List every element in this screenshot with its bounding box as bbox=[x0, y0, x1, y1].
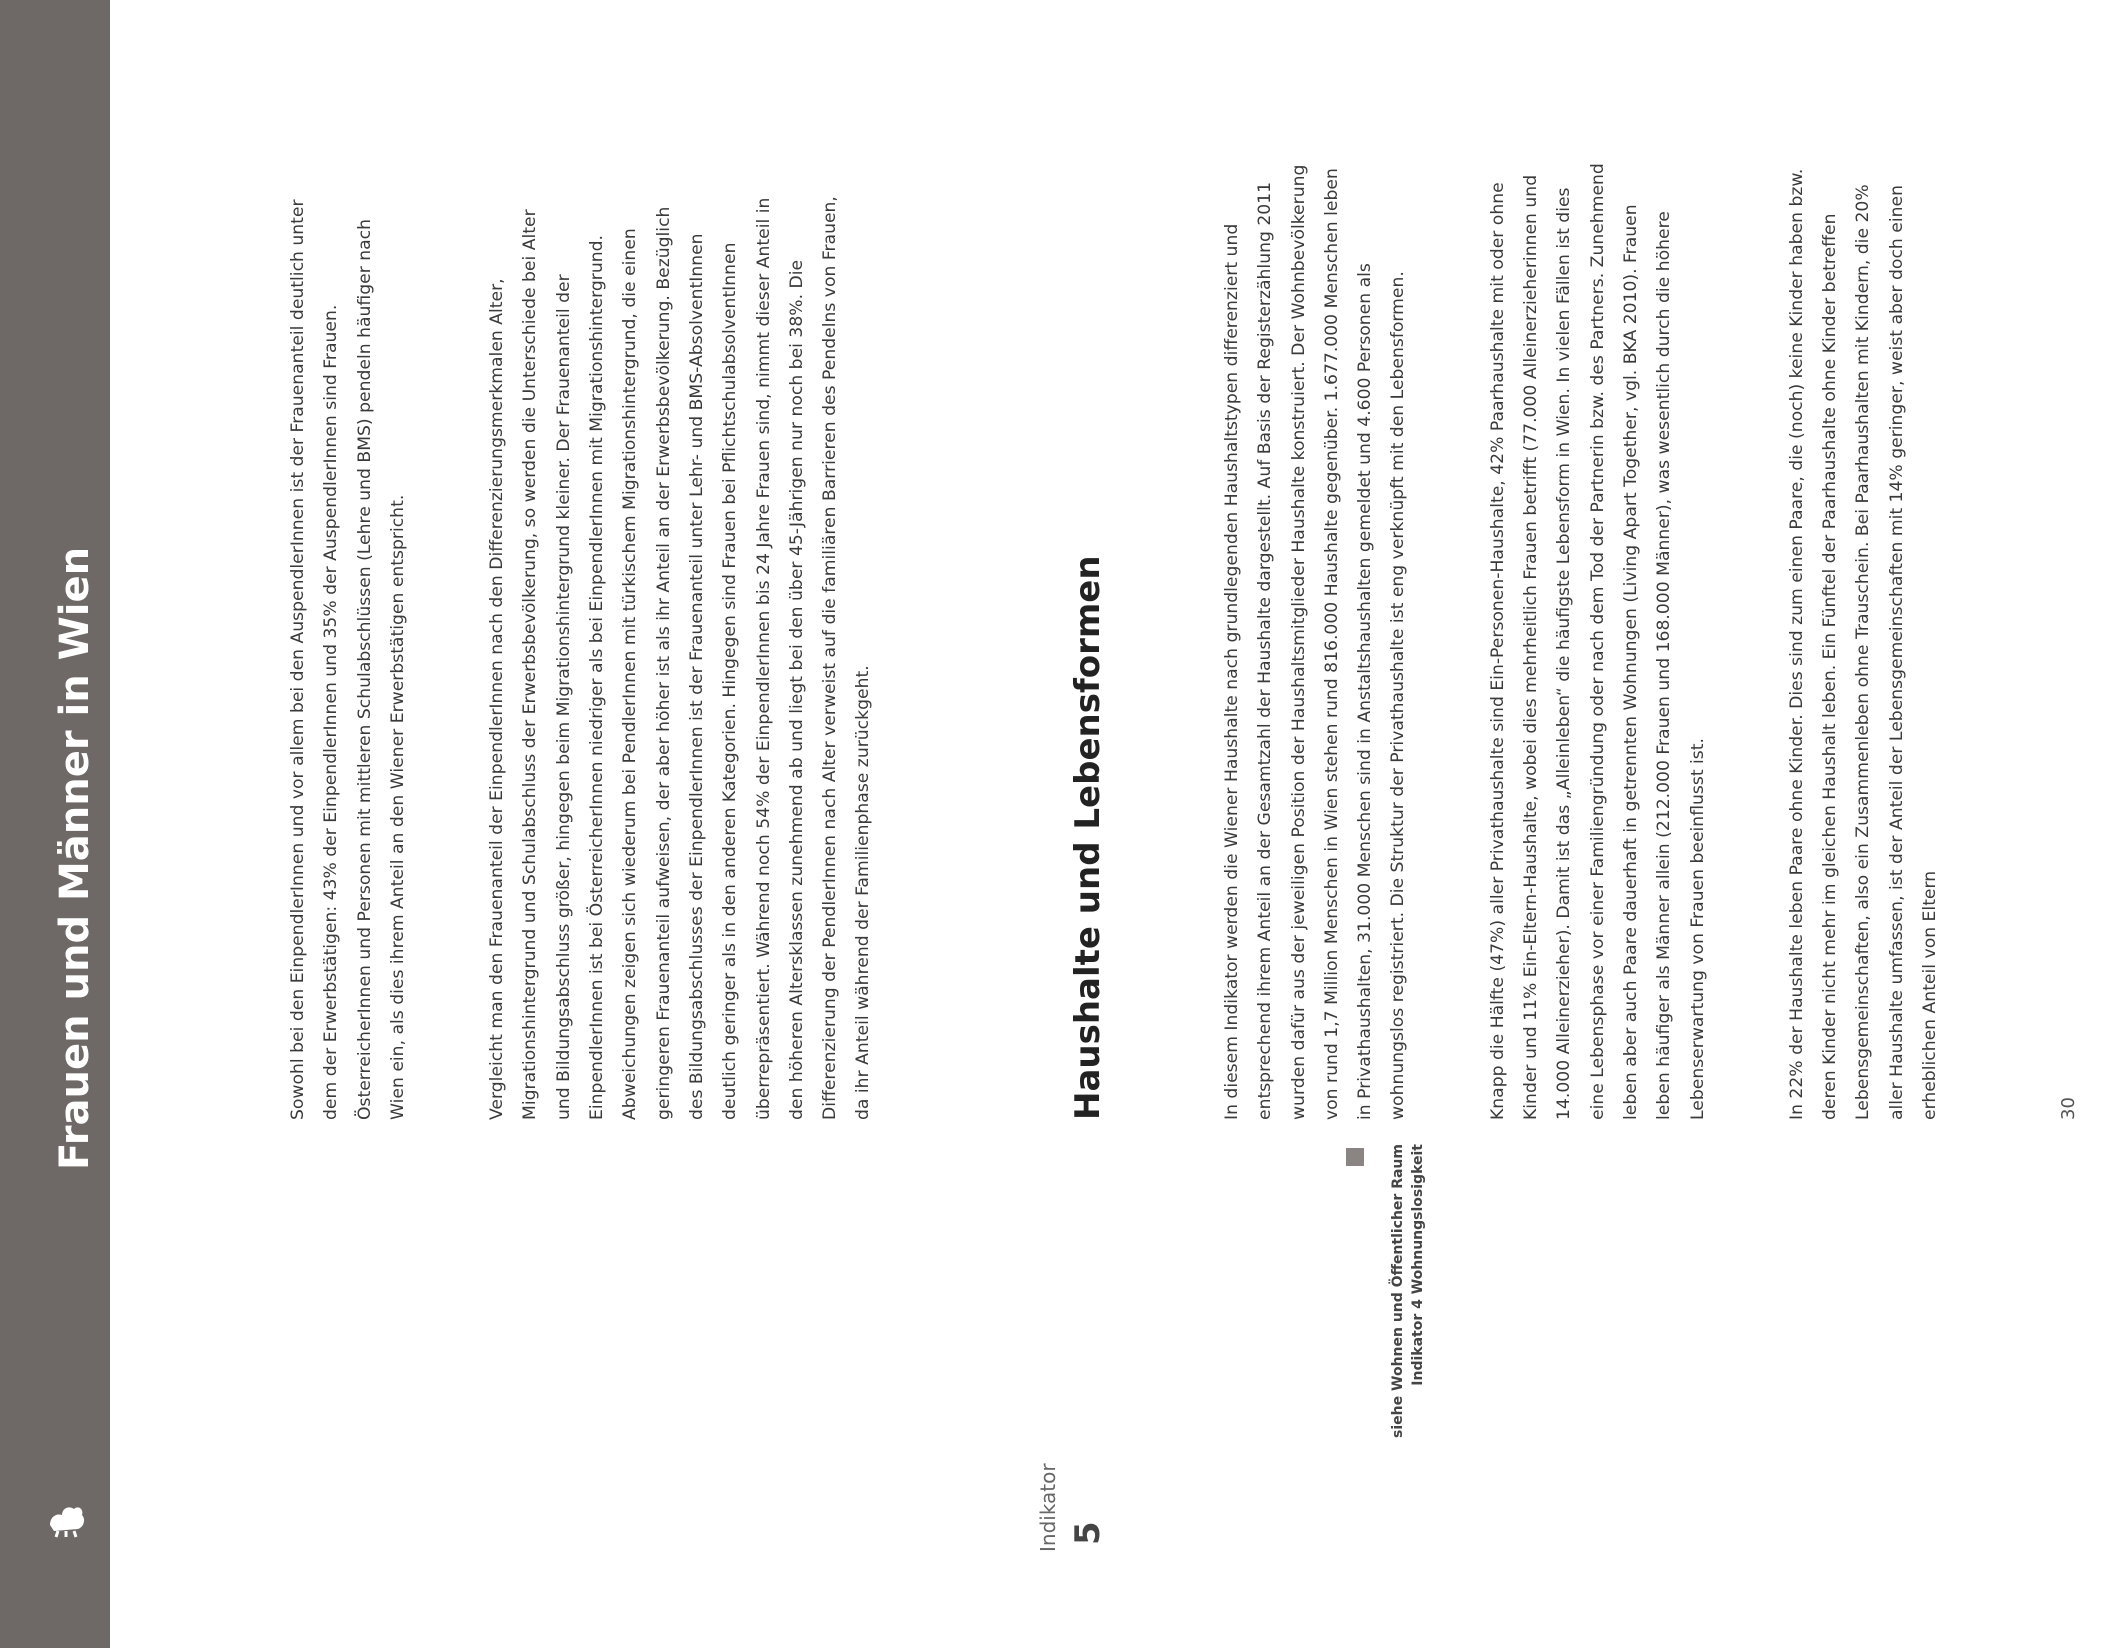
section-heading: Haushalte und Lebensformen bbox=[1068, 555, 1108, 1120]
document-title: Frauen und Männer in Wien bbox=[52, 546, 98, 1170]
side-note bbox=[1388, 1144, 1428, 1460]
paragraph: Knapp die Hälfte (47%) aller Privathaushalte sind Ein-Personen-Haushalte, 42% Paarhaushalte mit oder ohne Kinder und 11% Ein-Eltern-Haushalte, wobei dies mehrheitlich Frauen betrifft (77.000 Alleinerzieherinnen und 14.000 Alleinerzieher). Damit ist das „Alleinleben“ die häufigste Lebensform in Wien. In vielen Fällen ist dies eine Lebensphase vor einer Familiengründung oder nach dem Tod der Partnerin bzw. des Partners. Zunehmend leben aber auch Paare dauerhaft in getrennten Wohnungen (Living Apart Together, vgl. BKA 2010). Frauen leben häufiger als Männer allein (212.000 Frauen und 168.000 Männer), was wesentlich durch die höhere Lebenserwartung von Frauen beeinflusst ist. bbox=[1487, 163, 1708, 1120]
reference-marker-icon bbox=[1346, 1148, 1364, 1166]
title-band-text-wrap bbox=[0, 0, 110, 1648]
indicator-label: Indikator bbox=[1036, 1463, 1060, 1552]
text-column-bottom bbox=[1216, 160, 1947, 1120]
paragraph: In diesem Indikator werden die Wiener Haushalte nach grundlegenden Haushaltstypen differenziert und entsprechend ihrem Anteil an der Gesamtzahl der Haushalte dargestellt. Auf Basis der Registerzählung 2011 wurden dafür aus der jeweiligen Position der Haushaltsmitglieder Haushalte konstruiert. Der Wohnbevölkerung von rund 1,7 Million Menschen in Wien stehen rund 816.000 Haushalte gegenüber. 1.677.000 Menschen leben in Privathaushalten, 31.000 Menschen sind in Anstaltshaushalten gemeldet und 4.600 Personen als wohnungslos registriert. Die Struktur der Privathaushalte ist eng verknüpft mit den Lebensformen. bbox=[1222, 164, 1409, 1120]
page-number: 30 bbox=[2058, 1097, 2079, 1120]
paragraph: In 22% der Haushalte leben Paare ohne Kinder. Dies sind zum einen Paare, die (noch) keine Kinder haben bzw. deren Kinder nicht mehr im gleichen Haushalt leben. Ein Fünftel der Paarhaushalte ohne Kinder betreffen Lebensgemeinschaften, also ein Zusammenleben ohne Trauschein. Bei Paarhaushalten mit Kindern, die 20% aller Haushalte umfassen, ist der Anteil der Lebensgemeinschaften mit 14% geringer, weist aber doch einen erheblichen Anteil von Eltern bbox=[1786, 168, 1941, 1120]
paragraph: Vergleicht man den Frauenanteil der EinpendlerInnen nach den Differenzierungsmerkmalen Alter, Migrationshintergrund und Schulabschluss der Erwerbsbevölkerung, so werden die Unterschiede bei Alter und Bildungsabschluss größer, hingegen beim Migrationshintergrund kleiner. Der Frauenanteil der EinpendlerInnen ist bei ÖsterreicherInnen niedriger als bei EinpendlerInnen mit Migrationshintergrund. Abweichungen zeigen sich wiederum bei PendlerInnen mit türkischem Migrationshintergrund, die einen geringeren Frauenanteil aufweisen, der aber höher ist als ihr Anteil an der Erwerbsbevölkerung. Bezüglich des Bildungsabschlusses der EinpendlerInnen ist der Frauenanteil unter Lehr- und BMS-AbsolventInnen deutlich geringer als in den anderen Kategorien. Hingegen sind Frauen bei PflichtschulabsolventInnen überrepräsentiert. Während noch 54% der EinpendlerInnen bis 24 Jahre Frauen sind, nimmt dieser Anteil in den höheren Altersklassen zunehmend ab und liegt bei den über 45-Jährigen nur noch bei 38%. Die Differenzierung der PendlerInnen nach Alter verweist auf die familiären Barrieren des Pendelns von Frauen, da ihr Anteil während der Familienphase zurückgeht. bbox=[487, 196, 874, 1120]
paragraph: Sowohl bei den EinpendlerInnen und vor allem bei den AuspendlerInnen ist der Frauenanteil deutlich unter dem der Erwerbstätigen: 43% der EinpendlerInnen und 35% der AuspendlerInnen sind Frauen. ÖsterreicherInnen und Personen mit mittleren Schulabschlüssen (Lehre und BMS) pendeln häufiger nach Wien ein, als dies ihrem Anteil an den Wiener Erwerbstätigen entspricht. bbox=[288, 199, 408, 1120]
text-column-top bbox=[282, 185, 881, 1120]
side-note-line-1: siehe Wohnen und Öffentlicher Raum bbox=[1390, 1144, 1406, 1438]
side-note-line-2: Indikator 4 Wohnungslosigkeit bbox=[1410, 1144, 1426, 1386]
indicator-number: 5 bbox=[1068, 1521, 1108, 1545]
vienna-logo-icon bbox=[44, 1495, 88, 1539]
